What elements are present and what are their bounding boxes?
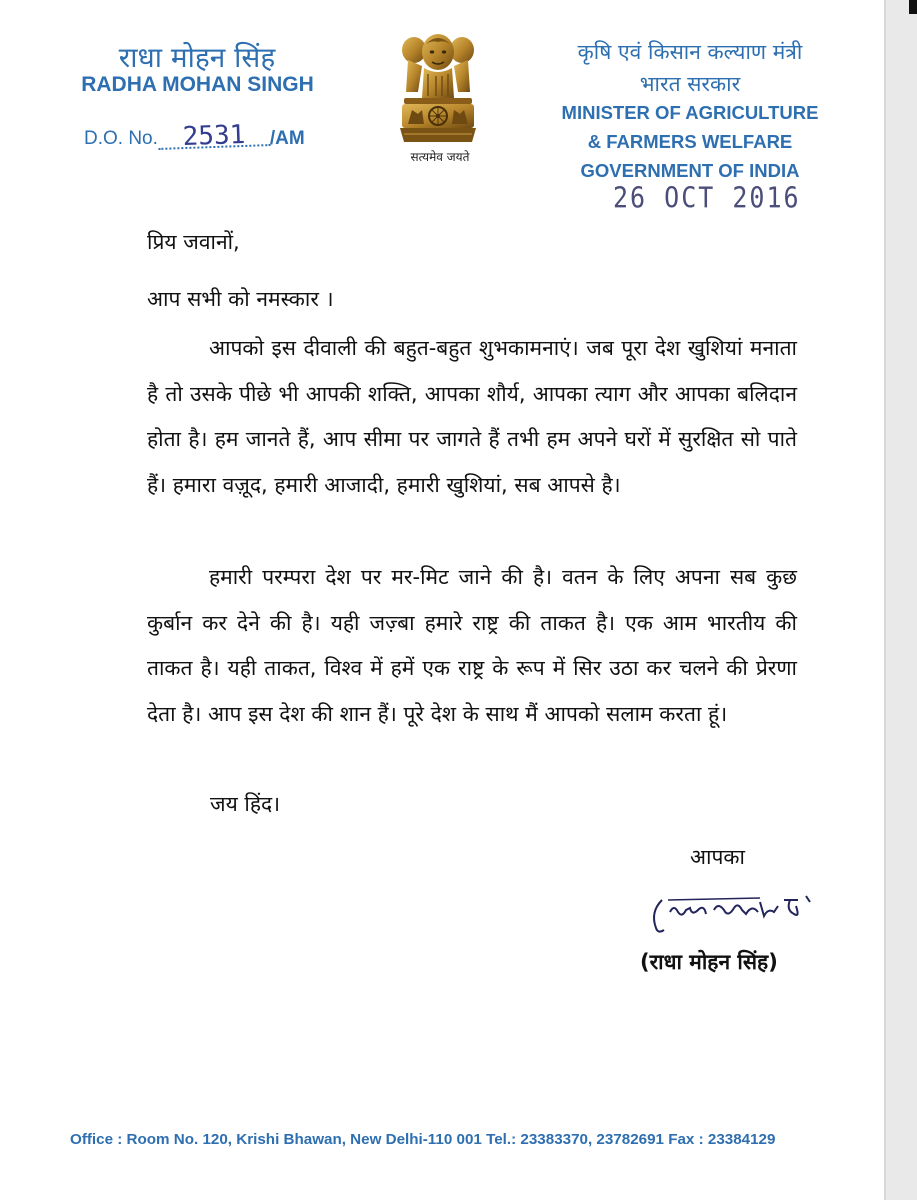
- government-english: GOVERNMENT OF INDIA: [580, 160, 800, 181]
- greeting: आप सभी को नमस्कार ।: [147, 287, 334, 311]
- signer-name: (राधा मोहन सिंह): [640, 950, 778, 974]
- office-address-footer: Office : Room No. 120, Krishi Bhawan, New Delhi-110 001 Tel.: 23383370, 23782691 Fax : 23384129: [70, 1131, 776, 1148]
- scan-edge: [884, 0, 886, 1200]
- do-prefix: D.O. No.: [84, 128, 158, 149]
- government-hindi: भारत सरकार: [639, 72, 741, 96]
- do-number: 2531: [158, 124, 271, 150]
- do-number-line: [84, 119, 305, 153]
- closing-line: जय हिंद।: [210, 792, 281, 816]
- ministry-title-english-line1: MINISTER OF AGRICULTURE: [561, 102, 819, 123]
- ministry-title-hindi: कृषि एवं किसान कल्याण मंत्री: [577, 40, 803, 64]
- emblem-motto: सत्यमेव जयते: [410, 150, 470, 164]
- scan-corner-mark: [909, 0, 917, 14]
- body-paragraph-1: आपको इस दीवाली की बहुत-बहुत शुभकामनाएं। जब पूरा देश खुशियां मनाता है तो उसके पीछे भी आपकी शक्ति, आपका शौर्य, आपका त्याग और आपका बलिदान होता है। हम जानते हैं, आप सीमा पर जागते हैं तभी हम अपने घरों में सुरक्षित सो पाते हैं। हमारा वज़ूद, हमारी आजादी, हमारी खुशियां, सब आपसे है।: [147, 336, 797, 497]
- salutation: प्रिय जवानों,: [147, 230, 240, 254]
- handwritten-signature: [648, 888, 828, 940]
- do-suffix: /AM: [269, 128, 305, 149]
- date-stamp: 26 OCT 2016: [613, 180, 801, 215]
- ministry-title-english-line2: & FARMERS WELFARE: [587, 131, 793, 152]
- complimentary-close: आपका: [690, 845, 745, 869]
- sender-name-english: RADHA MOHAN SINGH: [81, 73, 314, 96]
- sender-name-hindi: राधा मोहन सिंह: [118, 41, 276, 74]
- body-paragraph-2: हमारी परम्परा देश पर मर-मिट जाने की है। वतन के लिए अपना सब कुछ कुर्बान कर देने की है। यही जज़्बा हमारे राष्ट्र की ताकत है। एक आम भारतीय की ताकत है। यही ताकत, विश्व में हमें एक राष्ट्र के रूप में सिर उठा कर चलने की प्रेरणा देता है। आप इस देश की शान हैं। पूरे देश के साथ मैं आपको सलाम करता हूं।: [147, 565, 797, 726]
- state-emblem-icon: [398, 30, 478, 146]
